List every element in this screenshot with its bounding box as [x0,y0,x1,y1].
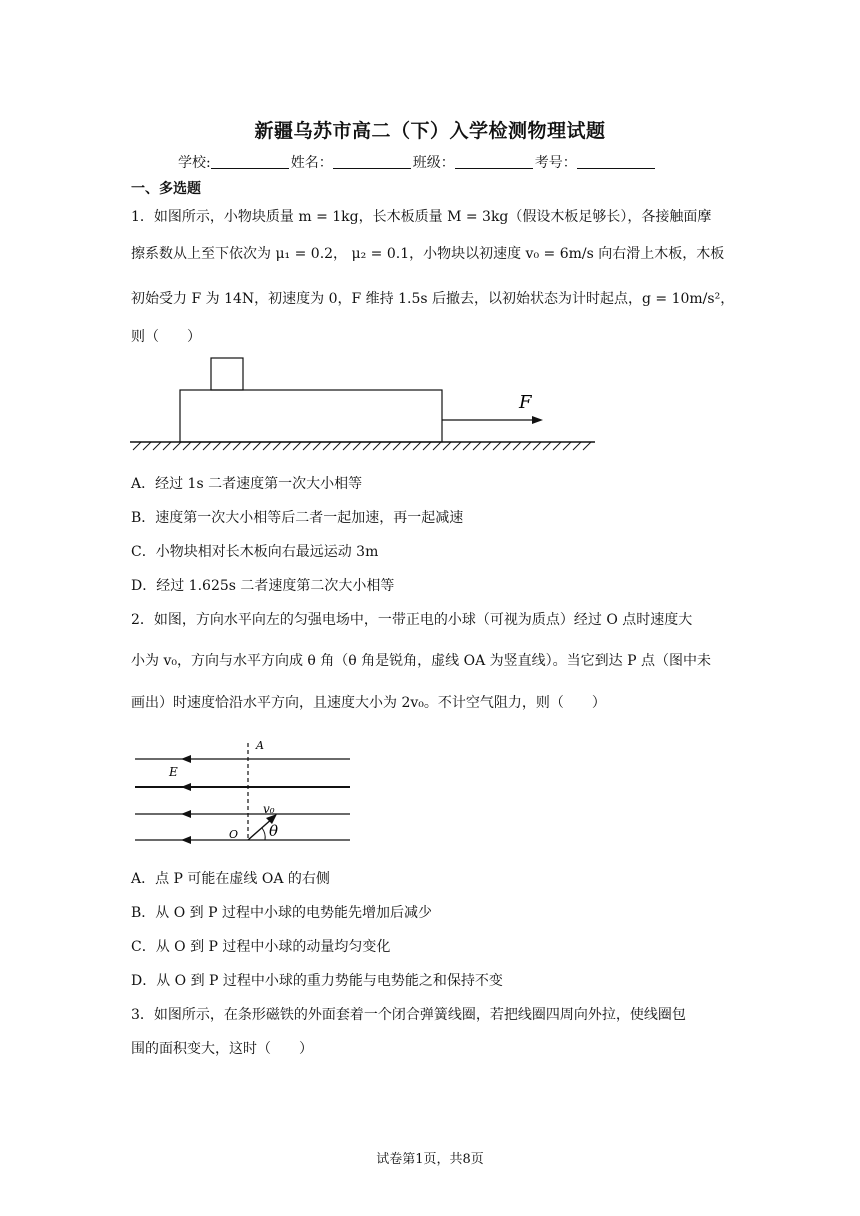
long-board [180,390,442,442]
angle-arc [262,828,265,840]
label-v0: v₀ [263,802,275,816]
q1-option-a: A．经过 1s 二者速度第一次大小相等 [131,476,363,492]
class-blank [455,154,533,169]
school-blank [211,154,289,169]
exam-no-label: 考号： [534,155,577,171]
exam-no-blank [577,154,655,169]
field-lines [135,759,350,840]
force-label: F [519,392,532,413]
name-blank [333,154,411,169]
name-label: 姓名： [290,155,333,171]
q1-option-b: B．速度第一次大小相等后二者一起加速，再一起减速 [131,510,464,526]
q1-figure [125,350,605,455]
q2-option-b: B．从 O 到 P 过程中小球的电势能先增加后减少 [131,905,432,921]
force-arrowhead [532,416,543,424]
label-a: A [256,739,264,752]
q2-figure [125,735,365,847]
small-block [211,358,243,390]
q3-line-2: 围的面积变大，这时（ ） [131,1041,313,1057]
q1-line-4: 则（ ） [131,329,201,345]
q1-line-1: 1．如图所示，小物块质量 m = 1kg，长木板质量 M = 3kg（假设木板足够长），各接触面摩 [131,209,712,225]
section-title: 一、多选题 [131,181,201,197]
q1-option-c: C．小物块相对长木板向右最远运动 3m [131,544,379,560]
field-arrowheads [181,755,191,844]
ground-hatch [133,442,591,450]
q2-line-2: 小为 v₀，方向与水平方向成 θ 角（θ 角是锐角，虚线 OA 为竖直线）。当它到达 P 点（图中未 [131,653,711,669]
page-title: 新疆乌苏市高二（下）入学检测物理试题 [254,120,606,142]
q2-option-c: C．从 O 到 P 过程中小球的动量均匀变化 [131,939,391,955]
q1-option-d: D．经过 1.625s 二者速度第二次大小相等 [131,578,395,594]
q3-line-1: 3．如图所示，在条形磁铁的外面套着一个闭合弹簧线圈，若把线圈四周向外拉，使线圈包 [131,1007,686,1023]
q2-line-3: 画出）时速度恰沿水平方向，且速度大小为 2v₀。不计空气阻力，则（ ） [131,695,606,711]
q1-line-3: 初始受力 F 为 14N，初速度为 0，F 维持 1.5s 后撤去，以初始状态为计时起点，g = 10m/s²， [131,291,735,307]
q2-option-d: D．从 O 到 P 过程中小球的重力势能与电势能之和保持不变 [131,973,503,989]
q2-line-1: 2．如图，方向水平向左的匀强电场中，一带正电的小球（可视为质点）经过 O 点时速度大 [131,612,693,628]
school-label: 学校: [178,155,211,171]
label-o: O [229,828,239,841]
q1-line-2: 擦系数从上至下依次为 μ₁ = 0.2， μ₂ = 0.1，小物块以初速度 v₀ = 6m/s 向右滑上木板，木板 [131,246,725,262]
page-footer: 试卷第1页，共8页 [376,1152,484,1167]
label-theta: θ [269,822,279,840]
class-label: 班级： [412,155,455,171]
q2-option-a: A．点 P 可能在虚线 OA 的右侧 [131,871,330,887]
student-info-row [178,152,657,172]
label-e: E [169,765,178,779]
